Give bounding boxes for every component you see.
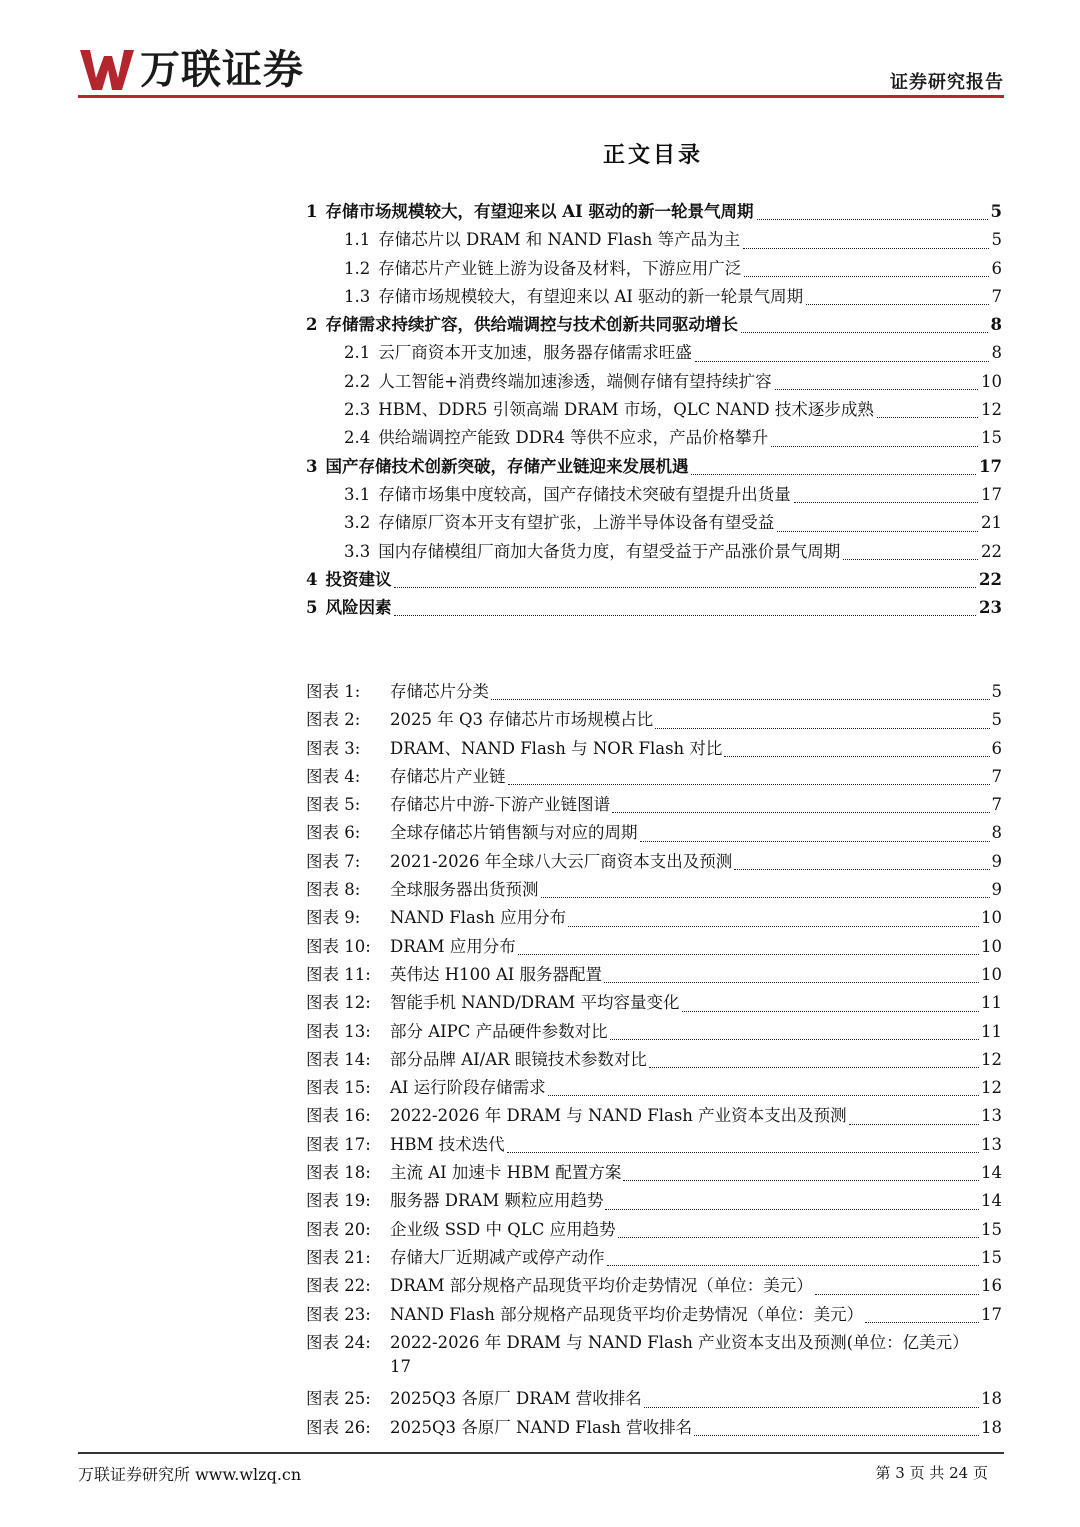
figure-title: 英伟达 H100 AI 服务器配置 [390, 964, 603, 984]
figure-entry[interactable] [306, 1046, 1002, 1074]
figure-entry[interactable] [306, 1216, 1002, 1244]
figure-entry[interactable] [306, 1329, 1002, 1386]
figure-title: 存储芯片分类 [390, 682, 489, 701]
toc-leader-dots [394, 586, 976, 588]
figure-page: 11 [981, 993, 1002, 1013]
toc-leader-dots [695, 360, 989, 362]
figure-leader-dots [610, 1038, 979, 1040]
figure-label: 图表 25: [306, 1389, 371, 1409]
toc-entry-title: 存储芯片以 DRAM 和 NAND Flash 等产品为主 [378, 230, 741, 250]
footer-page-number: 第 3 页 共 24 页 [875, 1464, 988, 1482]
toc-entry-title: 人工智能+消费终端加速渗透，端侧存储有望持续扩容 [378, 371, 772, 391]
toc-entry-page: 5 [991, 230, 1002, 250]
figure-entry[interactable] [306, 706, 1002, 734]
toc-entry-page: 8 [991, 343, 1002, 363]
toc-entry-title: 投资建议 [325, 569, 392, 589]
figure-leader-dots [508, 783, 990, 785]
toc-leader-dots [843, 558, 978, 560]
toc-entry-page: 7 [991, 286, 1002, 306]
figure-leader-dots [644, 1406, 979, 1408]
figure-label: 图表 21: [306, 1247, 371, 1267]
figure-entry[interactable] [306, 763, 1002, 791]
figure-title: 部分 AIPC 产品硬件参数对比 [390, 1021, 608, 1041]
figure-entry[interactable] [306, 989, 1002, 1017]
toc-entry-page: 22 [981, 541, 1002, 561]
toc-entry[interactable] [306, 198, 1002, 226]
toc-leader-dots [775, 388, 978, 390]
figure-leader-dots [640, 840, 990, 842]
toc-leader-dots [777, 530, 978, 532]
figure-label: 图表 13: [306, 1021, 371, 1041]
figure-page: 16 [981, 1276, 1002, 1296]
figure-label: 图表 18: [306, 1163, 371, 1183]
toc-entry-number: 1.3 [344, 286, 371, 306]
figure-title: 2025Q3 各原厂 NAND Flash 营收排名 [390, 1417, 693, 1437]
figure-label: 图表 15: [306, 1078, 371, 1098]
page-footer [78, 1452, 1004, 1492]
figure-page: 9 [991, 851, 1002, 871]
figure-label: 图表 10: [306, 936, 371, 956]
figure-leader-dots [865, 1321, 979, 1323]
footer-divider [78, 1452, 1004, 1454]
figure-leader-dots [491, 698, 990, 700]
toc-leader-dots [771, 445, 978, 447]
figure-label: 图表 17: [306, 1134, 371, 1154]
figure-title: 2021-2026 年全球八大云厂商资本支出及预测 [390, 851, 733, 871]
toc-entry[interactable] [306, 538, 1002, 566]
toc-leader-dots [806, 303, 988, 305]
figure-entry[interactable] [306, 735, 1002, 763]
page-header [78, 46, 1004, 96]
toc-leader-dots [794, 501, 978, 503]
brand-name: 万联证券 [140, 47, 304, 93]
toc-entry-number: 5 [306, 598, 318, 618]
figure-title: 存储芯片产业链 [390, 766, 506, 786]
toc-entry-page: 5 [990, 202, 1002, 221]
toc-entry[interactable] [306, 566, 1002, 594]
figure-page: 18 [981, 1389, 1002, 1409]
figure-page: 18 [981, 1417, 1002, 1437]
figure-page: 9 [991, 880, 1002, 900]
figure-page: 11 [981, 1021, 1002, 1041]
toc-entry-page: 8 [990, 315, 1002, 335]
figure-page: 14 [981, 1191, 1002, 1211]
figure-entry[interactable] [306, 1385, 1002, 1413]
toc-entry-title: 存储原厂资本开支有望扩张，上游半导体设备有望受益 [378, 513, 775, 533]
figure-page: 7 [991, 795, 1002, 815]
figure-label: 图表 26: [306, 1417, 371, 1437]
toc-entry-number: 3.1 [344, 484, 371, 504]
figure-entry[interactable] [306, 1414, 1002, 1442]
toc-entry-page: 21 [981, 513, 1002, 533]
brand-logo [78, 46, 304, 94]
figure-title: 2022-2026 年 DRAM 与 NAND Flash 产业资本支出及预测(单位：亿美元） [390, 1332, 969, 1352]
figure-label: 图表 7: [306, 851, 361, 871]
figure-title: 服务器 DRAM 颗粒应用趋势 [390, 1191, 604, 1211]
toc-entry-number: 2.3 [344, 400, 371, 420]
figure-title: 存储芯片中游-下游产业链图谱 [390, 795, 611, 815]
toc-entry[interactable] [306, 481, 1002, 509]
toc-leader-dots [757, 218, 988, 220]
figure-page: 12 [981, 1078, 1002, 1098]
figure-label: 图表 12: [306, 993, 371, 1013]
toc-entry-page: 12 [981, 400, 1002, 420]
toc-entry-number: 2.4 [344, 428, 371, 448]
figure-title: 全球存储芯片销售额与对应的周期 [390, 823, 638, 843]
figure-entry[interactable] [306, 876, 1002, 904]
toc-entry-title: 存储芯片产业链上游为设备及材料，下游应用广泛 [378, 258, 742, 278]
figure-leader-dots [518, 953, 979, 955]
figure-label: 图表 9: [306, 908, 361, 928]
figure-title: 2022-2026 年 DRAM 与 NAND Flash 产业资本支出及预测 [390, 1106, 847, 1126]
figure-leader-dots [734, 868, 989, 870]
figure-page: 13 [981, 1134, 1002, 1154]
toc-entry-number: 1.1 [344, 230, 371, 250]
figure-label: 图表 24: [306, 1332, 371, 1352]
toc-entry[interactable] [306, 283, 1002, 311]
figure-entry[interactable] [306, 1272, 1002, 1300]
figure-label: 图表 14: [306, 1049, 371, 1069]
toc-entry-title: 存储市场集中度较高，国产存储技术突破有望提升出货量 [378, 484, 791, 504]
figure-page: 6 [991, 738, 1002, 758]
toc-entry-number: 3.2 [344, 513, 371, 533]
figure-title: DRAM 应用分布 [390, 936, 516, 956]
table-of-contents [306, 198, 1002, 622]
toc-entry-title: 风险因素 [325, 598, 392, 618]
toc-entry-title: 存储市场规模较大，有望迎来以 AI 驱动的新一轮景气周期 [378, 286, 804, 306]
figure-label: 图表 8: [306, 880, 361, 900]
toc-entry-page: 17 [979, 456, 1002, 476]
toc-entry[interactable] [306, 255, 1002, 283]
toc-entry-page: 23 [979, 598, 1002, 618]
figure-page: 17 [981, 1304, 1002, 1324]
figure-leader-dots [694, 1434, 979, 1436]
figure-entry[interactable] [306, 1102, 1002, 1130]
toc-entry-number: 1.2 [344, 258, 371, 278]
figure-title: DRAM、NAND Flash 与 NOR Flash 对比 [390, 738, 723, 758]
toc-entry-page: 6 [991, 258, 1002, 278]
figure-leader-dots [548, 1094, 979, 1096]
toc-entry-page: 10 [981, 371, 1002, 391]
figure-leader-dots [649, 1066, 979, 1068]
toc-entry-title: 供给端调控产能致 DDR4 等供不应求，产品价格攀升 [378, 428, 769, 448]
toc-entry-number: 3.3 [344, 541, 371, 561]
toc-entry[interactable] [306, 339, 1002, 367]
figure-entry[interactable] [306, 819, 1002, 847]
figure-page: 15 [981, 1219, 1002, 1239]
figure-page: 8 [991, 823, 1002, 843]
toc-title: 正文目录 [602, 142, 703, 168]
figure-entry[interactable] [306, 933, 1002, 961]
figure-page: 10 [981, 908, 1002, 928]
figure-title: 部分品牌 AI/AR 眼镜技术参数对比 [390, 1049, 647, 1069]
figure-leader-dots [724, 755, 989, 757]
figure-entry[interactable] [306, 1159, 1002, 1187]
figure-leader-dots [682, 1010, 979, 1012]
figure-page: 7 [991, 766, 1002, 786]
toc-entry[interactable] [306, 424, 1002, 452]
toc-leader-dots [394, 614, 976, 616]
toc-entry-page: 22 [979, 569, 1002, 589]
figure-entry[interactable] [306, 678, 1002, 706]
figure-page: 10 [981, 936, 1002, 956]
figure-entry[interactable] [306, 1131, 1002, 1159]
figure-leader-dots [849, 1123, 979, 1125]
toc-entry-page: 17 [981, 484, 1002, 504]
toc-entry[interactable] [306, 509, 1002, 537]
toc-entry[interactable] [306, 396, 1002, 424]
toc-entry-title: HBM、DDR5 引领高端 DRAM 市场，QLC NAND 技术逐步成熟 [378, 400, 874, 420]
figure-title: 存储大厂近期减产或停产动作 [390, 1247, 605, 1267]
toc-entry[interactable] [306, 311, 1002, 339]
figure-entry[interactable] [306, 791, 1002, 819]
figure-label: 图表 23: [306, 1304, 371, 1324]
figure-leader-dots [604, 981, 979, 983]
toc-entry-title: 国产存储技术创新突破，存储产业链迎来发展机遇 [325, 456, 689, 476]
figure-label: 图表 16: [306, 1106, 371, 1126]
toc-entry-number: 1 [306, 202, 318, 221]
figure-title: 2025Q3 各原厂 DRAM 营收排名 [390, 1389, 642, 1409]
figure-leader-dots [568, 925, 979, 927]
toc-entry[interactable] [306, 453, 1002, 481]
toc-entry[interactable] [306, 368, 1002, 396]
figure-label: 图表 1: [306, 682, 361, 701]
figure-label: 图表 2: [306, 710, 361, 730]
figure-page: 17 [390, 1357, 411, 1377]
figure-leader-dots [541, 896, 990, 898]
toc-entry[interactable] [306, 594, 1002, 622]
figure-title: NAND Flash 应用分布 [390, 908, 567, 928]
figure-label: 图表 5: [306, 795, 361, 815]
toc-entry-title: 云厂商资本开支加速，服务器存储需求旺盛 [378, 343, 692, 363]
toc-entry-title: 国内存储模组厂商加大备货力度，有望受益于产品涨价景气周期 [378, 541, 841, 561]
figure-page: 5 [991, 682, 1002, 701]
figure-page: 12 [981, 1049, 1002, 1069]
figure-entry[interactable] [306, 1018, 1002, 1046]
w-logo-icon [78, 48, 134, 92]
toc-entry-title: 存储需求持续扩容，供给端调控与技术创新共同驱动增长 [325, 315, 738, 335]
figure-leader-dots [623, 1179, 979, 1181]
figure-entry[interactable] [306, 1244, 1002, 1272]
figure-entry[interactable] [306, 848, 1002, 876]
figure-title: 2025 年 Q3 存储芯片市场规模占比 [390, 710, 654, 730]
figure-list [306, 678, 1002, 1442]
figure-title: HBM 技术迭代 [390, 1134, 505, 1154]
toc-entry-number: 4 [306, 569, 318, 589]
report-type-label: 证券研究报告 [890, 72, 1004, 93]
figure-entry[interactable] [306, 1187, 1002, 1215]
toc-leader-dots [744, 275, 988, 277]
figure-title: 全球服务器出货预测 [390, 880, 539, 900]
toc-entry-title: 存储市场规模较大，有望迎来以 AI 驱动的新一轮景气周期 [325, 202, 754, 221]
figure-leader-dots [507, 1151, 979, 1153]
figure-page: 5 [991, 710, 1002, 730]
figure-leader-dots [607, 1264, 980, 1266]
figure-title: 智能手机 NAND/DRAM 平均容量变化 [390, 993, 680, 1013]
figure-title: 企业级 SSD 中 QLC 应用趋势 [390, 1219, 616, 1239]
header-divider [78, 95, 1004, 98]
toc-leader-dots [691, 473, 976, 475]
toc-leader-dots [741, 331, 988, 333]
figure-label: 图表 3: [306, 738, 361, 758]
figure-leader-dots [605, 1208, 979, 1210]
figure-leader-dots [655, 727, 989, 729]
toc-leader-dots [877, 416, 978, 418]
figure-page: 10 [981, 964, 1002, 984]
toc-entry-number: 2 [306, 315, 318, 335]
figure-label: 图表 11: [306, 964, 371, 984]
figure-label: 图表 6: [306, 823, 361, 843]
figure-title: 主流 AI 加速卡 HBM 配置方案 [390, 1163, 622, 1183]
figure-leader-dots [815, 1293, 979, 1295]
toc-entry-number: 2.1 [344, 343, 371, 363]
figure-label: 图表 19: [306, 1191, 371, 1211]
figure-label: 图表 20: [306, 1219, 371, 1239]
figure-entry[interactable] [306, 1074, 1002, 1102]
toc-leader-dots [743, 247, 988, 249]
figure-leader-dots [618, 1236, 979, 1238]
toc-entry-number: 3 [306, 456, 318, 476]
toc-entry[interactable] [306, 226, 1002, 254]
figure-page: 13 [981, 1106, 1002, 1126]
figure-entry[interactable] [306, 1301, 1002, 1329]
figure-leader-dots [612, 811, 989, 813]
figure-label: 图表 4: [306, 766, 361, 786]
toc-entry-page: 15 [981, 428, 1002, 448]
figure-page: 15 [981, 1247, 1002, 1267]
toc-entry-number: 2.2 [344, 371, 371, 391]
figure-entry[interactable] [306, 961, 1002, 989]
figure-title: AI 运行阶段存储需求 [390, 1078, 546, 1098]
figure-page: 14 [981, 1163, 1002, 1183]
figure-title: DRAM 部分规格产品现货平均价走势情况（单位：美元） [390, 1276, 813, 1296]
figure-title: NAND Flash 部分规格产品现货平均价走势情况（单位：美元） [390, 1304, 864, 1324]
figure-entry[interactable] [306, 904, 1002, 932]
figure-label: 图表 22: [306, 1276, 371, 1296]
footer-institute: 万联证券研究所 www.wlzq.cn [78, 1465, 302, 1484]
